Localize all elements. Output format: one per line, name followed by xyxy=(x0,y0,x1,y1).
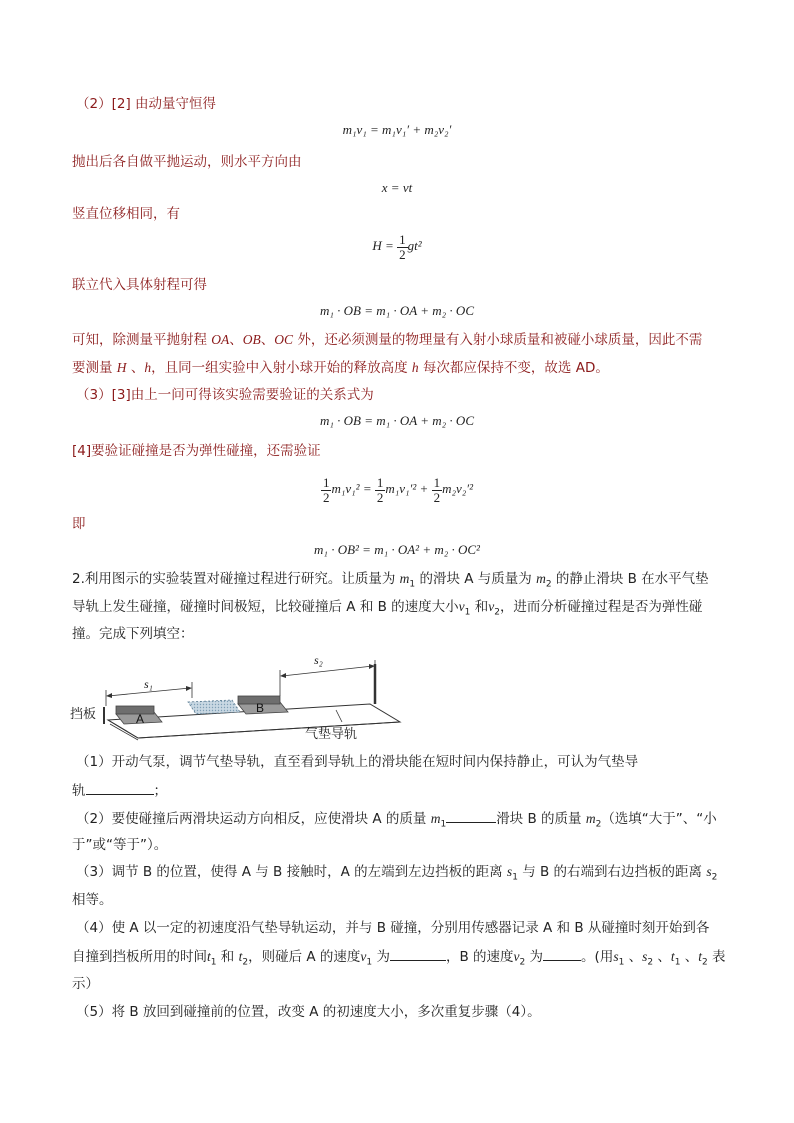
block-b-label: B xyxy=(256,701,265,715)
text-sub: 2 xyxy=(494,607,500,618)
answer-blank-3[interactable] xyxy=(390,946,446,961)
line-horizontal-motion: 抛出后各自做平抛运动，则水平方向由 xyxy=(72,154,302,170)
equation-range: m₁ · OB = m₁ · OA + m₂ · OC xyxy=(319,303,474,318)
text-sub: 1 xyxy=(512,872,518,883)
text-sub: 2 xyxy=(701,957,708,968)
text-seg: 滑块 B 的质量 xyxy=(496,811,586,827)
equation-h xyxy=(0,230,794,262)
block-a-contact-position xyxy=(188,700,240,714)
fraction xyxy=(321,476,332,505)
text-seg: 2.利用图示的实验装置对碰撞过程进行研究。让质量为 xyxy=(72,571,400,587)
text-seg: ，B 的速度 xyxy=(445,949,514,965)
question1-line1: （1）开动气泵，调节气垫导轨，直至看到导轨上的滑块能在短时间内保持静止，可认为气垫导 xyxy=(76,754,639,770)
text-seg: ，且同一组实验中入射小球开始的释放高度 xyxy=(151,360,412,376)
text-sub: 1 xyxy=(440,819,447,830)
text-sub: 1 xyxy=(366,957,373,968)
text-m: m xyxy=(536,571,546,586)
text-h: h xyxy=(411,360,419,375)
equation-squared: m₁ · OB² = m₁ · OA² + m₂ · OC² xyxy=(314,542,480,557)
question4-line1: （4）使 A 以一定的初速度沿气垫导轨运动，并与 B 碰撞，分别用传感器记录 A 和 B 从碰撞时刻开始到各 xyxy=(76,920,710,936)
s2-dimension xyxy=(280,660,375,696)
text-s: s xyxy=(706,864,712,879)
fraction-num: 1 xyxy=(433,474,441,490)
question2-line2: 于”或“等于”）。 xyxy=(72,837,168,853)
text-seg: 、 xyxy=(653,949,671,965)
question4-line3: 示） xyxy=(72,976,99,992)
text-sub: 1 xyxy=(674,957,681,968)
equation-h-num: 1 xyxy=(399,231,406,247)
s2-label: s₂ xyxy=(314,653,323,667)
paragraph-conclusion-line1 xyxy=(72,330,702,350)
text-seg: （3）调节 B 的位置，使得 A 与 B 接触时，A 的左端到左边挡板的距离 xyxy=(76,864,507,880)
question4-line2 xyxy=(72,946,726,973)
problem2-line2 xyxy=(72,597,702,623)
text-t: t xyxy=(670,949,675,964)
line-elastic-check: [4]要验证碰撞是否为弹性碰撞，还需验证 xyxy=(72,443,321,459)
energy-term: m₁v₁² = xyxy=(331,481,372,496)
text-v: v xyxy=(360,949,367,964)
text-sub: 2 xyxy=(545,579,552,590)
fraction-num: 1 xyxy=(376,474,384,490)
text-seg: 导轨上发生碰撞，碰撞时间极短，比较碰撞后 A 和 B 的速度大小 xyxy=(72,599,459,615)
paragraph-conclusion-line2 xyxy=(72,358,609,378)
text-v: v xyxy=(513,949,520,964)
equation-h-left: H = xyxy=(372,238,394,253)
text-sub: 1 xyxy=(210,957,217,968)
fraction-num: 1 xyxy=(322,474,330,490)
energy-term: m₂v₂′² xyxy=(442,481,474,496)
line-momentum-conservation: （2）[2] 由动量守恒得 xyxy=(76,96,217,112)
answer-blank-4[interactable] xyxy=(543,946,581,961)
text-t: t xyxy=(698,949,702,964)
fraction-den: 2 xyxy=(322,489,330,505)
fraction xyxy=(375,476,386,505)
text-oc: OC xyxy=(274,332,294,347)
block-a-label: A xyxy=(136,712,145,726)
text-seg: 、 xyxy=(680,949,699,965)
text-seg: 为 xyxy=(372,949,390,965)
text-m: m xyxy=(399,571,410,586)
text-s: s xyxy=(613,949,619,964)
energy-term: m₁v₁′² + xyxy=(385,481,429,496)
text-s: s xyxy=(642,949,648,964)
question5-line1: （5）将 B 放回到碰撞前的位置，改变 A 的初速度大小，多次重复步骤（4）。 xyxy=(76,1004,541,1020)
text-seg: 、 xyxy=(260,332,275,348)
text-sub: 2 xyxy=(595,819,602,830)
text-ob: OB xyxy=(242,332,261,347)
equation-relation: m₁ · OB = m₁ · OA + m₂ · OC xyxy=(319,413,474,428)
line-vertical-displacement: 竖直位移相同，有 xyxy=(72,206,180,222)
text-H: H xyxy=(116,360,127,375)
text-seg: 、 xyxy=(229,332,243,348)
text-sub: 2 xyxy=(711,872,718,883)
text-oa: OA xyxy=(211,332,230,347)
text-seg: 要测量 xyxy=(72,360,117,376)
question1-line2 xyxy=(72,780,167,801)
text-seg: 每次都应保持不变，故选 AD。 xyxy=(418,360,609,376)
problem2-line1 xyxy=(72,569,709,595)
question2-line1 xyxy=(76,808,717,835)
text-sub: 1 xyxy=(464,607,471,618)
text-seg: 与 B 的右端到右边挡板的距离 xyxy=(517,864,707,880)
equation-h-den: 2 xyxy=(399,246,406,262)
text-seg: 、 xyxy=(624,949,643,965)
text-seg: ； xyxy=(153,783,167,799)
text-seg: 、 xyxy=(126,360,145,376)
text-seg: 自撞到挡板所用的时间 xyxy=(72,949,207,965)
problem2-line3: 撞。完成下列填空： xyxy=(72,626,194,642)
text-sub: 2 xyxy=(519,957,526,968)
line-ji: 即 xyxy=(72,516,86,532)
text-seg: 外，还必须测量的物理量有入射小球质量和被碰小球质量，因此不需 xyxy=(293,332,703,348)
text-seg: （选填“大于”、“小 xyxy=(601,811,717,827)
text-sub: 1 xyxy=(618,957,625,968)
rail-label: 气垫导轨 xyxy=(305,727,358,742)
equation-h-fraction xyxy=(397,233,408,262)
text-sub: 1 xyxy=(409,579,416,590)
text-seg: 的静止滑块 B 在水平气垫 xyxy=(551,571,709,587)
text-s: s xyxy=(506,864,513,879)
text-sub: 2 xyxy=(242,957,249,968)
equation-x-vt: x = vt xyxy=(381,180,413,195)
equation-energy xyxy=(0,472,794,506)
line-combined: 联立代入具体射程可得 xyxy=(72,277,207,293)
text-seg: 和 xyxy=(470,599,489,615)
s1-label: s₁ xyxy=(144,677,153,691)
text-seg: ，进而分析碰撞过程是否为弹性碰 xyxy=(499,599,703,615)
text-seg: 可知，除测量平抛射程 xyxy=(72,332,212,348)
text-t: t xyxy=(238,949,243,964)
text-seg: 轨 xyxy=(72,783,86,799)
equation-h-right: gt² xyxy=(407,238,422,253)
text-seg: 。(用 xyxy=(581,949,614,965)
fraction-den: 2 xyxy=(376,489,384,505)
answer-blank-1[interactable] xyxy=(86,780,154,795)
text-m: m xyxy=(430,811,441,826)
text-v: v xyxy=(458,599,465,614)
text-m: m xyxy=(585,811,596,826)
text-sub: 2 xyxy=(647,957,654,968)
fraction-den: 2 xyxy=(433,489,441,505)
text-seg: （2）要使碰撞后两滑块运动方向相反，应使滑块 A 的质量 xyxy=(76,811,431,827)
line-part3: （3）[3]由上一问可得该实验需要验证的关系式为 xyxy=(76,387,374,403)
text-seg: 表 xyxy=(707,949,726,965)
question3-line1 xyxy=(76,862,717,888)
text-seg: 和 xyxy=(216,949,239,965)
question3-line2: 相等。 xyxy=(72,892,113,908)
air-track-diagram xyxy=(70,652,420,744)
text-seg: 为 xyxy=(525,949,544,965)
answer-blank-2[interactable] xyxy=(446,808,496,823)
text-seg: 的滑块 A 与质量为 xyxy=(415,571,537,587)
text-h: h xyxy=(144,360,152,375)
text-t: t xyxy=(207,949,211,964)
fraction xyxy=(432,476,443,505)
baffle-label: 挡板 xyxy=(70,707,97,722)
text-seg: ，则碰后 A 的速度 xyxy=(248,949,361,965)
equation-momentum: m₁v₁ = m₁v₁′ + m₂v₂′ xyxy=(342,122,452,137)
text-v: v xyxy=(488,599,495,614)
